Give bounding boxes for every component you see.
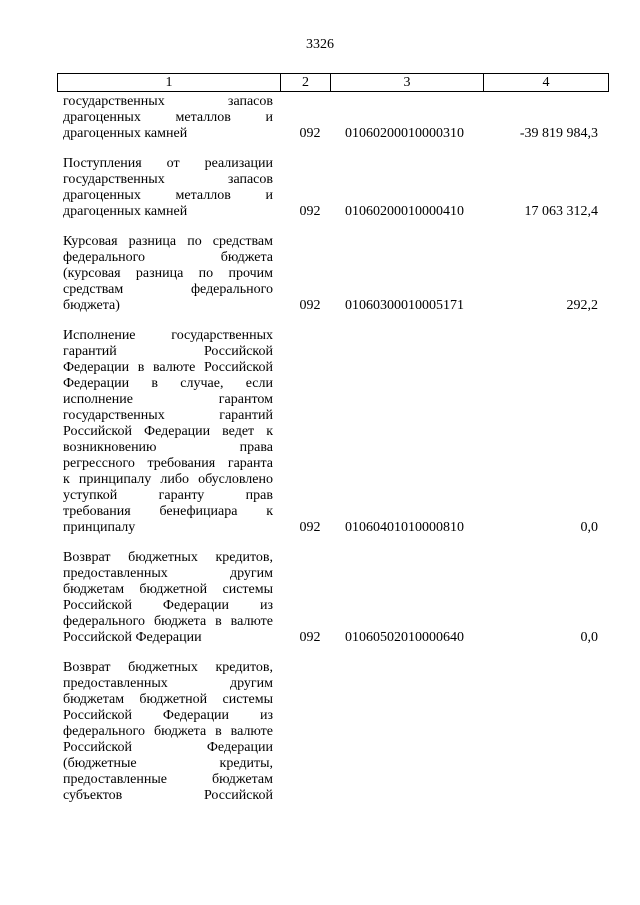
description-line: принципалу	[63, 520, 136, 535]
description-line: уступкой гаранту прав	[63, 488, 273, 503]
description-line: исполнение гарантом	[63, 392, 273, 407]
description-line: к принципалу либо обусловлено	[63, 472, 273, 487]
header-col-2: 2	[281, 74, 331, 92]
row-amount: 0,0	[580, 520, 598, 535]
description-line: (бюджетные кредиты,	[63, 756, 273, 771]
description-line: Российской Федерации	[63, 630, 202, 645]
row-code: 092	[299, 520, 321, 535]
description-line: Российской Федерации из	[63, 598, 273, 613]
description-line: драгоценных камней	[63, 204, 188, 219]
description-line: предоставленных другим	[63, 566, 273, 581]
description-line: Возврат бюджетных кредитов,	[63, 550, 273, 565]
description-line: субъектов Российской	[63, 788, 273, 803]
description-line: драгоценных металлов и	[63, 188, 273, 203]
description-line: федерального бюджета в валюте	[63, 614, 273, 629]
row-amount: 0,0	[580, 630, 598, 645]
page-number: 3326	[306, 37, 334, 52]
row-code: 092	[299, 204, 321, 219]
header-col-4: 4	[484, 74, 609, 92]
description-line: драгоценных камней	[63, 126, 188, 141]
row-description	[63, 156, 273, 220]
description-line: гарантий Российской	[63, 344, 273, 359]
description-line: драгоценных металлов и	[63, 110, 273, 125]
row-description	[63, 94, 273, 142]
description-line: Российской Федерации	[63, 740, 273, 755]
description-line: возникновению права	[63, 440, 273, 455]
description-line: бюджетам бюджетной системы	[63, 692, 273, 707]
row-kbk: 01060401010000810	[345, 520, 464, 535]
row-kbk: 01060200010000310	[345, 126, 464, 141]
description-line: средствам федерального	[63, 282, 273, 297]
header-col-3: 3	[331, 74, 484, 92]
row-description	[63, 550, 273, 646]
description-line: регрессного требования гаранта	[63, 456, 273, 471]
description-line: бюджетам бюджетной системы	[63, 582, 273, 597]
description-line: (курсовая разница по прочим	[63, 266, 273, 281]
row-description	[63, 328, 273, 536]
row-code: 092	[299, 630, 321, 645]
description-line: государственных запасов	[63, 94, 273, 109]
row-kbk: 01060502010000640	[345, 630, 464, 645]
row-code: 092	[299, 126, 321, 141]
description-line: предоставленных другим	[63, 676, 273, 691]
row-kbk: 01060200010000410	[345, 204, 464, 219]
description-line: бюджета)	[63, 298, 120, 313]
row-description	[63, 660, 273, 804]
description-line: Федерации в валюте Российской	[63, 360, 273, 375]
row-description	[63, 234, 273, 314]
description-line: Исполнение государственных	[63, 328, 273, 343]
description-line: Возврат бюджетных кредитов,	[63, 660, 273, 675]
description-line: Курсовая разница по средствам	[63, 234, 273, 249]
description-line: предоставленные бюджетам	[63, 772, 273, 787]
description-line: федерального бюджета в валюте	[63, 724, 273, 739]
description-line: государственных запасов	[63, 172, 273, 187]
description-line: требования бенефициара к	[63, 504, 273, 519]
description-line: федерального бюджета	[63, 250, 273, 265]
row-amount: 17 063 312,4	[524, 204, 598, 219]
description-line: Российской Федерации из	[63, 708, 273, 723]
description-line: Российской Федерации ведет к	[63, 424, 273, 439]
description-line: Поступления от реализации	[63, 156, 273, 171]
row-code: 092	[299, 298, 321, 313]
row-kbk: 01060300010005171	[345, 298, 464, 313]
row-amount: 292,2	[566, 298, 598, 313]
description-line: государственных гарантий	[63, 408, 273, 423]
header-col-1: 1	[58, 74, 281, 92]
row-amount: -39 819 984,3	[519, 126, 598, 141]
description-line: Федерации в случае, если	[63, 376, 273, 391]
